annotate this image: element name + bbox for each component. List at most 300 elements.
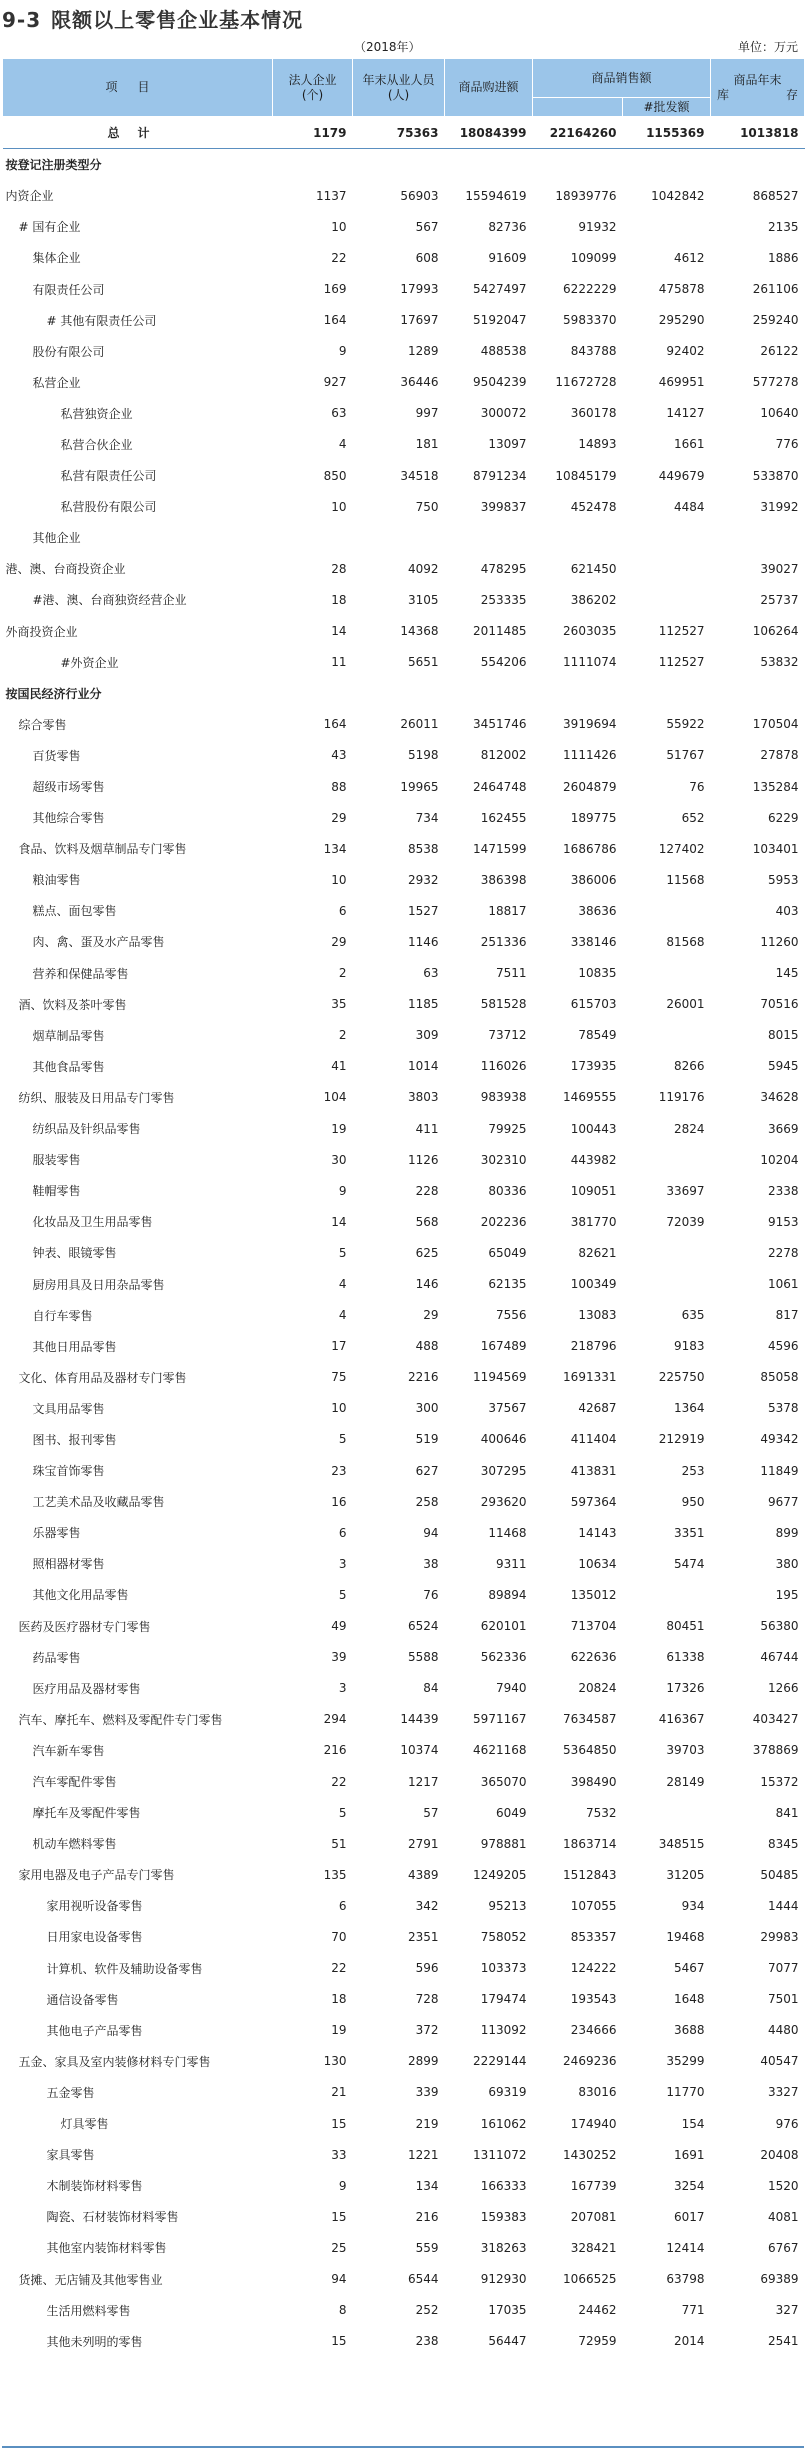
row-value: 327 (775, 2303, 799, 2318)
row-value: 88 (331, 779, 347, 794)
row-value: 104 (323, 1090, 347, 1105)
table-row (3, 2295, 805, 2326)
row-value: 615703 (570, 997, 617, 1012)
row-value: 167489 (480, 1339, 527, 1354)
row-value: 26011 (400, 717, 439, 732)
row-value: 18 (331, 592, 347, 607)
row-label: 百货零售 (32, 748, 81, 763)
row-value: 6544 (407, 2272, 439, 2287)
row-value: 82736 (488, 219, 527, 234)
row-value: 56447 (488, 2334, 527, 2349)
statistics-table (2, 58, 805, 2357)
row-value: 3351 (673, 1525, 705, 1540)
table-row (3, 1953, 805, 1984)
row-value: 22 (331, 1961, 347, 1976)
row-value: 29983 (760, 1929, 799, 1944)
row-label: 其他室内装饰材料零售 (46, 2241, 167, 2256)
row-value: 38 (423, 1556, 439, 1571)
row-value: 70 (331, 1929, 347, 1944)
row-value: 17326 (666, 1681, 705, 1696)
row-value: 30 (331, 1152, 347, 1167)
row-value (623, 1268, 711, 1299)
table-row (3, 1611, 805, 1642)
row-value: 568 (415, 1214, 439, 1229)
row-value: 728 (415, 1992, 439, 2007)
row-label: 按登记注册类型分 (5, 158, 102, 173)
row-value: 31205 (666, 1867, 705, 1882)
row-value: 2791 (407, 1836, 439, 1851)
row-value: 1179 (273, 117, 353, 149)
row-value: 488538 (480, 344, 527, 359)
row-value: 53832 (760, 655, 799, 670)
row-value: 620101 (480, 1619, 527, 1634)
row-value: 109051 (570, 1183, 617, 1198)
row-value (623, 584, 711, 615)
row-value: 2229144 (473, 2054, 527, 2069)
row-value: 127402 (658, 841, 705, 856)
row-value: 166333 (480, 2178, 527, 2193)
row-value: 19 (331, 2023, 347, 2038)
row-value: 19 (331, 1121, 347, 1136)
row-value: 7501 (767, 1992, 799, 2007)
row-value: 13083 (578, 1308, 617, 1323)
table-row (3, 1206, 805, 1237)
table-row (3, 1766, 805, 1797)
row-value: 170504 (752, 717, 799, 732)
row-value: 91932 (578, 219, 617, 234)
row-value: 2541 (767, 2334, 799, 2349)
table-row (3, 1144, 805, 1175)
page-title (2, 4, 303, 33)
header-employees: 年末从业人员 (人) (353, 59, 445, 117)
row-value: 79925 (488, 1121, 527, 1136)
row-value: 1512843 (563, 1867, 617, 1882)
row-value: 1185 (407, 997, 439, 1012)
row-label: 港、澳、台商投资企业 (5, 562, 126, 577)
table-row (3, 1984, 805, 2015)
row-value: 51767 (666, 748, 705, 763)
row-label: 其他企业 (32, 531, 81, 546)
row-value: 228 (415, 1183, 439, 1198)
row-value: 134 (415, 2178, 439, 2193)
table-row (3, 460, 805, 491)
row-value: 5983370 (563, 313, 617, 328)
row-value: 49 (331, 1619, 347, 1634)
row-value: 1520 (767, 2178, 799, 2193)
table-row (3, 1051, 805, 1082)
row-value: 9311 (495, 1556, 527, 1571)
row-value: 24462 (578, 2303, 617, 2318)
row-value: 4596 (767, 1339, 799, 1354)
row-value: 403427 (752, 1712, 799, 1727)
row-value: 342 (415, 1898, 439, 1913)
table-row (3, 2077, 805, 2108)
row-label: 其他日用品零售 (32, 1339, 117, 1354)
row-value (623, 1237, 711, 1268)
row-value: 1042842 (651, 188, 705, 203)
row-value: 85058 (760, 1370, 799, 1385)
table-row (3, 1797, 805, 1828)
row-value: 328421 (570, 2240, 617, 2255)
row-value: 1691 (673, 2147, 705, 2162)
row-label: 木制装饰材料零售 (46, 2179, 143, 2194)
row-label: 家用视听设备零售 (46, 1899, 143, 1914)
row-value: 1111426 (563, 748, 617, 763)
row-value: 207081 (570, 2209, 617, 2224)
table-row (3, 1828, 805, 1859)
row-value: 162455 (480, 810, 527, 825)
row-value: 40547 (760, 2054, 799, 2069)
row-value: 145 (775, 966, 799, 981)
row-label: 其他文化用品零售 (32, 1588, 129, 1603)
row-value: 2824 (673, 1121, 705, 1136)
row-value: 14143 (578, 1525, 617, 1540)
row-value: 22 (331, 250, 347, 265)
table-row (3, 367, 805, 398)
row-value: 65049 (488, 1245, 527, 1260)
row-value: 2469236 (563, 2054, 617, 2069)
table-row (3, 864, 805, 895)
table-row (3, 1859, 805, 1890)
row-value: 4389 (407, 1867, 439, 1882)
row-label: 医药及医疗器材专门零售 (18, 1619, 151, 1634)
row-value: 452478 (570, 499, 617, 514)
row-value: 411404 (570, 1432, 617, 1447)
row-value: 300072 (480, 406, 527, 421)
row-value: 216 (415, 2209, 439, 2224)
row-value: 5 (338, 1587, 347, 1602)
row-value: 15 (331, 2334, 347, 2349)
row-value: 1013818 (711, 117, 805, 149)
row-value (623, 149, 711, 181)
row-value: 5953 (767, 872, 799, 887)
row-value: 69389 (760, 2272, 799, 2287)
row-value: 80451 (666, 1619, 705, 1634)
row-value: 10 (331, 499, 347, 514)
row-value: 75363 (353, 117, 445, 149)
row-value: 5198 (407, 748, 439, 763)
row-label: 家用电器及电子产品专门零售 (18, 1868, 175, 1883)
row-value: 5 (338, 1432, 347, 1447)
row-value: 1430252 (563, 2147, 617, 2162)
row-value: 5474 (673, 1556, 705, 1571)
row-value: 11 (331, 655, 347, 670)
row-value: 1126 (407, 1152, 439, 1167)
header-sales: 商品销售额 (533, 59, 711, 98)
row-value: 39703 (666, 1743, 705, 1758)
row-value: 63 (331, 406, 347, 421)
table-row (3, 616, 805, 647)
row-value: 130 (323, 2054, 347, 2069)
row-value: 6524 (407, 1619, 439, 1634)
row-value: 635 (681, 1308, 705, 1323)
row-value: 403 (775, 903, 799, 918)
row-value: 6 (338, 903, 347, 918)
row-value: 6 (338, 1898, 347, 1913)
row-value (623, 895, 711, 926)
row-value: 3 (338, 1556, 347, 1571)
row-value: 39027 (760, 561, 799, 576)
bottom-rule (2, 2446, 804, 2448)
row-value: 1066525 (563, 2272, 617, 2287)
row-label: 货摊、无店铺及其他零售业 (18, 2272, 163, 2287)
row-value: 3 (338, 1681, 347, 1696)
row-value: 124222 (570, 1961, 617, 1976)
row-label: 乐器零售 (32, 1526, 81, 1541)
row-value: 76 (423, 1587, 439, 1602)
row-value: 4612 (673, 250, 705, 265)
row-label: 肉、禽、蛋及水产品零售 (32, 935, 165, 950)
row-value: 625 (415, 1245, 439, 1260)
row-value: 109099 (570, 250, 617, 265)
row-label: 机动车燃料零售 (32, 1837, 117, 1852)
row-value: 398490 (570, 1774, 617, 1789)
row-value: 5 (338, 1805, 347, 1820)
table-number: 9-3 (2, 8, 42, 32)
row-value: 4081 (767, 2209, 799, 2224)
row-value: 10 (331, 1401, 347, 1416)
row-value: 181 (415, 437, 439, 452)
row-value: 912930 (480, 2272, 527, 2287)
table-header (3, 59, 805, 117)
row-label: 化妆品及卫生用品零售 (32, 1215, 153, 1230)
row-value: 6767 (767, 2240, 799, 2255)
row-value: 1266 (767, 1681, 799, 1696)
row-value: 581528 (480, 997, 527, 1012)
row-value: 57 (423, 1805, 439, 1820)
row-label: 其他综合零售 (32, 811, 105, 826)
row-value: 20824 (578, 1681, 617, 1696)
row-value: 49342 (760, 1432, 799, 1447)
row-value (711, 522, 805, 553)
row-value: 1691331 (563, 1370, 617, 1385)
row-value: 1137 (315, 188, 347, 203)
row-value: 8 (338, 2303, 347, 2318)
row-value: 5378 (767, 1401, 799, 1416)
row-label: 股份有限公司 (32, 344, 105, 359)
row-value: 567 (415, 219, 439, 234)
row-label: 食品、饮料及烟草制品专门零售 (18, 842, 187, 857)
row-value: 6229 (767, 810, 799, 825)
row-value: 1146 (407, 934, 439, 949)
row-label: # 国有企业 (18, 220, 81, 235)
row-value: 2216 (407, 1370, 439, 1385)
row-value: 293620 (480, 1494, 527, 1509)
row-value: 758052 (480, 1929, 527, 1944)
table-row (3, 926, 805, 957)
table-row (3, 2046, 805, 2077)
table-row (3, 709, 805, 740)
row-value: 17993 (400, 282, 439, 297)
row-value: 10634 (578, 1556, 617, 1571)
row-label: 文具用品零售 (32, 1401, 105, 1416)
row-value: 51 (331, 1836, 347, 1851)
row-value: 2278 (767, 1245, 799, 1260)
row-value: 258 (415, 1494, 439, 1509)
row-value: 75 (331, 1370, 347, 1385)
row-value: 1061 (767, 1277, 799, 1292)
row-value: 10835 (578, 966, 617, 981)
table-row (3, 1424, 805, 1455)
row-value: 14127 (666, 406, 705, 421)
row-value: 622636 (570, 1650, 617, 1665)
table-row (3, 1673, 805, 1704)
header-legal-entities: 法人企业 (个) (273, 59, 353, 117)
row-value: 100443 (570, 1121, 617, 1136)
row-value: 219 (415, 2116, 439, 2131)
table-row (3, 180, 805, 211)
row-value: 597364 (570, 1494, 617, 1509)
row-value: 8345 (767, 1836, 799, 1851)
row-value: 69319 (488, 2085, 527, 2100)
header-item: 项目 (3, 59, 273, 117)
row-value: 850 (323, 468, 347, 483)
row-value: 36446 (400, 375, 439, 390)
row-label: 有限责任公司 (32, 282, 105, 297)
table-row (3, 1921, 805, 1952)
row-value: 253335 (480, 592, 527, 607)
row-value: 360178 (570, 406, 617, 421)
row-value: 621450 (570, 561, 617, 576)
row-value: 19965 (400, 779, 439, 794)
row-value: 338146 (570, 934, 617, 949)
row-value: 35 (331, 997, 347, 1012)
row-value: 234666 (570, 2023, 617, 2038)
table-row (3, 802, 805, 833)
row-value: 11260 (760, 934, 799, 949)
row-label: 总计 (3, 117, 273, 149)
row-value: 386202 (570, 592, 617, 607)
row-value: 1221 (407, 2147, 439, 2162)
header-purchases: 商品购进额 (445, 59, 533, 117)
row-value: 5364850 (563, 1743, 617, 1758)
row-label: 私营合伙企业 (60, 437, 133, 452)
row-value: 119176 (658, 1090, 705, 1105)
row-value: 3919694 (563, 717, 617, 732)
row-value: 868527 (752, 188, 799, 203)
row-value: 7532 (585, 1805, 617, 1820)
row-value: 2603035 (563, 624, 617, 639)
row-value: 2351 (407, 1929, 439, 1944)
row-value: 50485 (760, 1867, 799, 1882)
row-value: 302310 (480, 1152, 527, 1167)
row-value: 25 (331, 2240, 347, 2255)
row-label: 其他未列明的零售 (46, 2334, 143, 2349)
row-value (353, 149, 445, 181)
row-value: 3254 (673, 2178, 705, 2193)
table-row (3, 2263, 805, 2294)
row-label: 通信设备零售 (46, 1992, 119, 2007)
row-value: 6 (338, 1525, 347, 1540)
table-row (3, 1393, 805, 1424)
row-value: 5651 (407, 655, 439, 670)
table-row (3, 647, 805, 678)
row-value: 559 (415, 2240, 439, 2255)
table-row (3, 429, 805, 460)
row-value: 1289 (407, 344, 439, 359)
row-value: 713704 (570, 1619, 617, 1634)
row-value: 33697 (666, 1183, 705, 1198)
row-label: 厨房用具及日用杂品零售 (32, 1277, 165, 1292)
row-value: 33 (331, 2147, 347, 2162)
row-label: 服装零售 (32, 1153, 81, 1168)
row-value: 5588 (407, 1650, 439, 1665)
row-value (711, 678, 805, 709)
row-value: 562336 (480, 1650, 527, 1665)
row-value (623, 1144, 711, 1175)
row-value: 318263 (480, 2240, 527, 2255)
row-value: 469951 (658, 375, 705, 390)
row-value: 734 (415, 810, 439, 825)
row-label: 文化、体育用品及器材专门零售 (18, 1370, 187, 1385)
row-value: 15 (331, 2209, 347, 2224)
section-header-row (3, 149, 805, 181)
row-value: 4 (338, 1308, 347, 1323)
row-value: 3451746 (473, 717, 527, 732)
row-value: 16 (331, 1494, 347, 1509)
row-value: 28149 (666, 1774, 705, 1789)
row-value: 134 (323, 841, 347, 856)
row-value: 380 (775, 1556, 799, 1571)
row-label: 珠宝首饰零售 (32, 1464, 105, 1479)
row-value: 4480 (767, 2023, 799, 2038)
table-row (3, 1268, 805, 1299)
row-value: 10 (331, 219, 347, 234)
row-value: 15372 (760, 1774, 799, 1789)
row-value: 9 (338, 1183, 347, 1198)
row-value: 18 (331, 1992, 347, 2007)
row-value: 12414 (666, 2240, 705, 2255)
row-value (353, 522, 445, 553)
row-label: 按国民经济行业分 (5, 686, 102, 701)
row-label: 照相器材零售 (32, 1557, 105, 1572)
table-row (3, 1082, 805, 1113)
row-value: 29 (423, 1308, 439, 1323)
row-value: 2464748 (473, 779, 527, 794)
row-value: 179474 (480, 1992, 527, 2007)
row-value: 106264 (752, 624, 799, 639)
row-value: 55922 (666, 717, 705, 732)
row-value: 135284 (752, 779, 799, 794)
row-value: 103373 (480, 1961, 527, 1976)
row-value: 22 (331, 1774, 347, 1789)
row-label: 酒、饮料及茶叶零售 (18, 997, 127, 1012)
row-value: 449679 (658, 468, 705, 483)
row-value: 174940 (570, 2116, 617, 2131)
row-value: 28 (331, 561, 347, 576)
table-row (3, 2326, 805, 2357)
row-value: 381770 (570, 1214, 617, 1229)
row-value: 261106 (752, 282, 799, 297)
row-value: 750 (415, 499, 439, 514)
row-label: 日用家电设备零售 (46, 1930, 143, 1945)
table-row (3, 833, 805, 864)
row-value: 997 (415, 406, 439, 421)
row-value: 94 (423, 1525, 439, 1540)
row-value: 378869 (752, 1743, 799, 1758)
table-row (3, 740, 805, 771)
table-row (3, 1890, 805, 1921)
row-value: 34518 (400, 468, 439, 483)
row-label: 超级市场零售 (32, 780, 105, 795)
row-value: 61338 (666, 1650, 705, 1665)
row-label: 鞋帽零售 (32, 1184, 81, 1199)
row-value: 135012 (570, 1587, 617, 1602)
row-value: 14368 (400, 624, 439, 639)
row-value: 73712 (488, 1028, 527, 1043)
row-label: 汽车零配件零售 (32, 1775, 117, 1790)
row-value: 3688 (673, 2023, 705, 2038)
